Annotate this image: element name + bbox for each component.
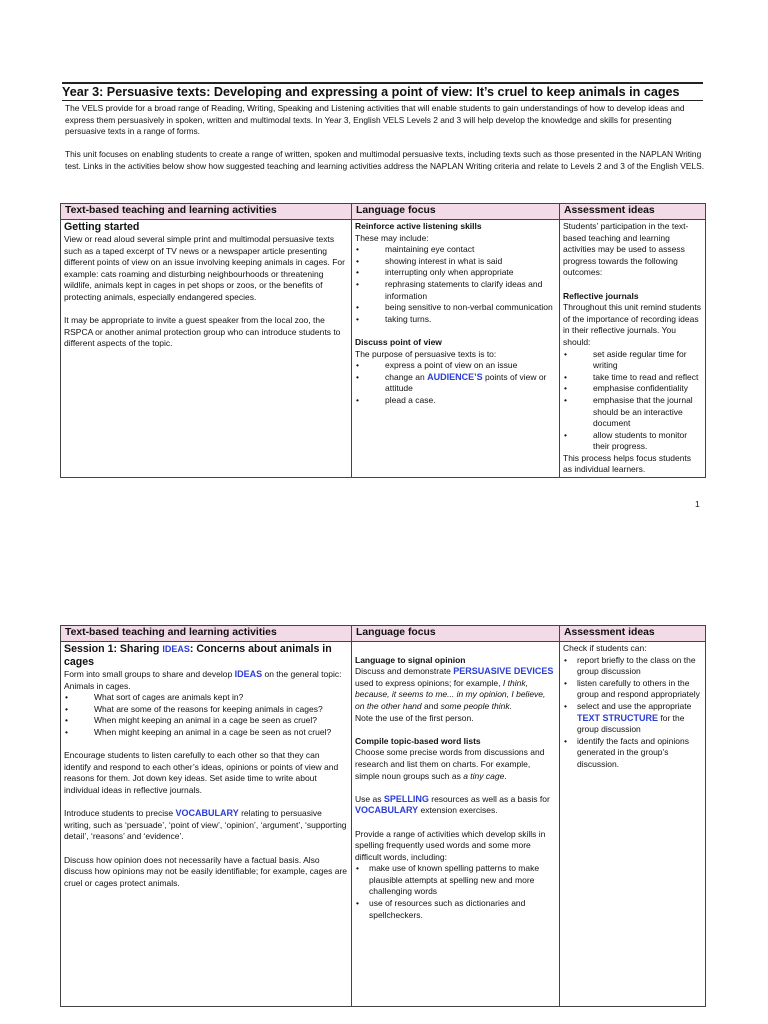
activities-table-2 — [60, 625, 706, 1007]
table-header-row — [61, 204, 706, 220]
activities-table-1 — [60, 203, 706, 478]
section-heading — [64, 643, 348, 669]
table-row — [61, 220, 706, 478]
header-activities: Text-based teaching and learning activities — [61, 204, 352, 220]
text: on the general topic: Animals in cages. — [64, 669, 342, 691]
intro-paragraph-2: This unit focuses on enabling students to create a range of written, spoken and multimodal persuasive texts, including texts such as those presented in the NAPLAN Writing test. Links in the activities below show how suggested teaching and learning activities address the NAPLAN Writing criteria and relate to Levels 2 and 3 of the English VELS. — [65, 149, 705, 171]
language-focus-cell — [352, 642, 560, 1007]
header-assessment: Assessment ideas — [560, 204, 706, 220]
list-item: • allow students to monitor their progress. — [563, 430, 702, 453]
language-focus-cell — [352, 220, 560, 478]
text: relating to persuasive writing, such as ‘persuade’, ‘point of view’, ‘opinion’, ‘argument’, ‘supporting detail’, ‘reasons’ and ‘evidence’. — [64, 808, 347, 842]
page-title: Year 3: Persuasive texts: Developing and expressing a point of view: It’s cruel to keep animals in cages — [62, 85, 680, 99]
list-item: • identify the facts and opinions generated in the group’s discussion. — [563, 736, 702, 771]
assessment-cell — [560, 220, 706, 478]
text: : Concerns about animals in cages — [64, 643, 332, 668]
list-item: • taking turns. — [355, 314, 556, 326]
text: Form into small groups to share and develop — [64, 669, 233, 679]
list-item: • maintaining eye contact — [355, 244, 556, 256]
subheading: Compile topic-based word lists — [355, 735, 481, 746]
keyword-tag: VOCABULARY — [355, 805, 419, 816]
subheading: Language to signal opinion — [355, 654, 466, 665]
example-text: some people think. — [440, 700, 512, 711]
bullet-list — [64, 692, 348, 738]
list-item: • express a point of view on an issue — [355, 360, 556, 372]
paragraph: Throughout this unit remind students of the importance of recording ideas in their reflective journals. You should: — [563, 302, 701, 347]
intro-paragraph-1: The VELS provide for a broad range of Reading, Writing, Speaking and Listening activities that will enable students to gain understandings of how to develop ideas and express them persuasively in spoken, written and multimodal texts. In Year 3, English VELS Levels 2 and 3 will help develop the knowledge and skills for presenting persuasive texts in a range of forms. — [65, 103, 685, 136]
list-item: • What are some of the reasons for keeping animals in cages? — [64, 704, 348, 716]
paragraph: Note the use of the first person. — [355, 712, 474, 723]
keyword-tag: IDEAS — [162, 644, 190, 654]
list-item: • listen carefully to others in the group and respond appropriately — [563, 678, 702, 701]
list-item: • take time to read and reflect — [563, 372, 702, 384]
text: resources as well as a basis for — [431, 793, 550, 804]
list-item: • What sort of cages are animals kept in? — [64, 692, 348, 704]
list-item — [563, 701, 702, 736]
paragraph: Provide a range of activities which develop skills in spelling frequently used words and some more difficult words, including: — [355, 828, 546, 862]
text: extension exercises. — [420, 805, 498, 816]
text: points of view or attitude — [385, 371, 547, 394]
table-header-row — [61, 626, 706, 642]
text: change an — [385, 371, 425, 382]
activities-cell — [61, 220, 352, 478]
list-item: • rephrasing statements to clarify ideas and information — [355, 279, 556, 302]
list-item: • interrupting only when appropriate — [355, 267, 556, 279]
header-language-focus: Language focus — [352, 626, 560, 642]
section-heading: Getting started — [64, 221, 140, 233]
paragraph: View or read aloud several simple print and multimodal persuasive texts such as a taped excerpt of TV news or a newspaper article presenting different points of view on an issue involving keeping animals in cages. For example: cats roaming and disturbing neighbourhoods or threatening wildlife, animals kept in cages in pet shops or zoos, or the benefits of protecting animals, especially endangered species. — [64, 234, 345, 302]
text: Introduce students to precise — [64, 808, 174, 819]
text: Choose some precise words from discussions and research and list them on charts. For example, simple noun groups such as — [355, 747, 545, 781]
paragraph: Students’ participation in the text-based teaching and learning activities may be used to assess progress towards the following outcomes: — [563, 221, 689, 278]
example-text: I think, because, it seems to me... in my opinion, I believe, on the other hand — [355, 677, 546, 711]
text: Use as — [355, 793, 382, 804]
paragraph: Discuss how opinion does not necessarily have a factual basis. Also discuss how opinions may not be easily identifiable; for example, cages are cruel or cages protect animals. — [64, 854, 348, 888]
bullet-list — [563, 349, 702, 453]
paragraph — [355, 666, 556, 712]
list-item — [355, 372, 556, 395]
list-item: • When might keeping an animal in a cage be seen as not cruel? — [64, 727, 348, 739]
paragraph: These may include: — [355, 232, 429, 243]
bullet-list — [355, 863, 556, 921]
top-rule — [62, 82, 703, 84]
subheading: Reinforce active listening skills — [355, 221, 482, 231]
list-item: • showing interest in what is said — [355, 256, 556, 268]
page-number: 1 — [695, 499, 700, 509]
list-item: • When might keeping an animal in a cage be seen as cruel? — [64, 715, 348, 727]
header-language-focus: Language focus — [352, 204, 560, 220]
paragraph: Encourage students to listen carefully to each other so that they can identify and respond to each other’s ideas, opinions or points of view and reasons for them. Jot down key ideas. Set aside time to write about individual ideas in reflective journals. — [64, 750, 339, 795]
text: . — [504, 770, 507, 781]
title-rule — [62, 100, 703, 101]
subheading: Reflective journals — [563, 290, 639, 301]
paragraph: It may be appropriate to invite a guest speaker from the local zoo, the RSPCA or another animal protection group who can introduce students to different aspects of the topic. — [64, 315, 341, 349]
text: Discuss and demonstrate — [355, 666, 451, 677]
text: used to express opinions; for example, — [355, 677, 501, 688]
paragraph: This process helps focus students as individual learners. — [563, 452, 692, 475]
keyword-tag: PERSUASIVE DEVICES — [453, 666, 554, 677]
assessment-cell — [560, 642, 706, 1007]
list-item: • make use of known spelling patterns to make plausible attempts at spelling new and more challenging words — [355, 863, 556, 898]
activities-cell — [61, 642, 352, 1007]
list-item: • report briefly to the class on the group discussion — [563, 655, 702, 678]
paragraph — [355, 747, 556, 782]
text: for the group discussion — [577, 712, 685, 735]
keyword-tag: TEXT STRUCTURE — [577, 712, 658, 723]
text: select and use the appropriate — [577, 700, 692, 711]
paragraph — [355, 794, 556, 817]
list-item: • emphasise confidentiality — [563, 383, 702, 395]
text: and — [424, 700, 439, 711]
list-item: • emphasise that the journal should be an interactive document — [563, 395, 702, 430]
example-text: a tiny cage — [463, 770, 505, 781]
paragraph: The purpose of persuasive texts is to: — [355, 348, 497, 359]
table-row — [61, 642, 706, 1007]
keyword-tag: AUDIENCE’S — [427, 371, 483, 382]
bullet-list — [355, 244, 556, 325]
list-item: • plead a case. — [355, 395, 556, 407]
list-item: • being sensitive to non-verbal communication — [355, 302, 556, 314]
list-item: • set aside regular time for writing — [563, 349, 702, 372]
header-assessment: Assessment ideas — [560, 626, 706, 642]
keyword-tag: IDEAS — [234, 669, 263, 679]
text: Session 1: Sharing — [64, 643, 160, 655]
bullet-list — [355, 360, 556, 406]
paragraph — [64, 669, 348, 692]
intro — [65, 103, 705, 184]
list-item: • use of resources such as dictionaries and spellcheckers. — [355, 898, 556, 921]
header-activities: Text-based teaching and learning activities — [61, 626, 352, 642]
paragraph: Check if students can: — [563, 643, 647, 653]
paragraph — [64, 808, 348, 843]
keyword-tag: SPELLING — [383, 793, 429, 804]
keyword-tag: VOCABULARY — [175, 808, 239, 819]
bullet-list — [563, 655, 702, 771]
subheading: Discuss point of view — [355, 336, 442, 347]
